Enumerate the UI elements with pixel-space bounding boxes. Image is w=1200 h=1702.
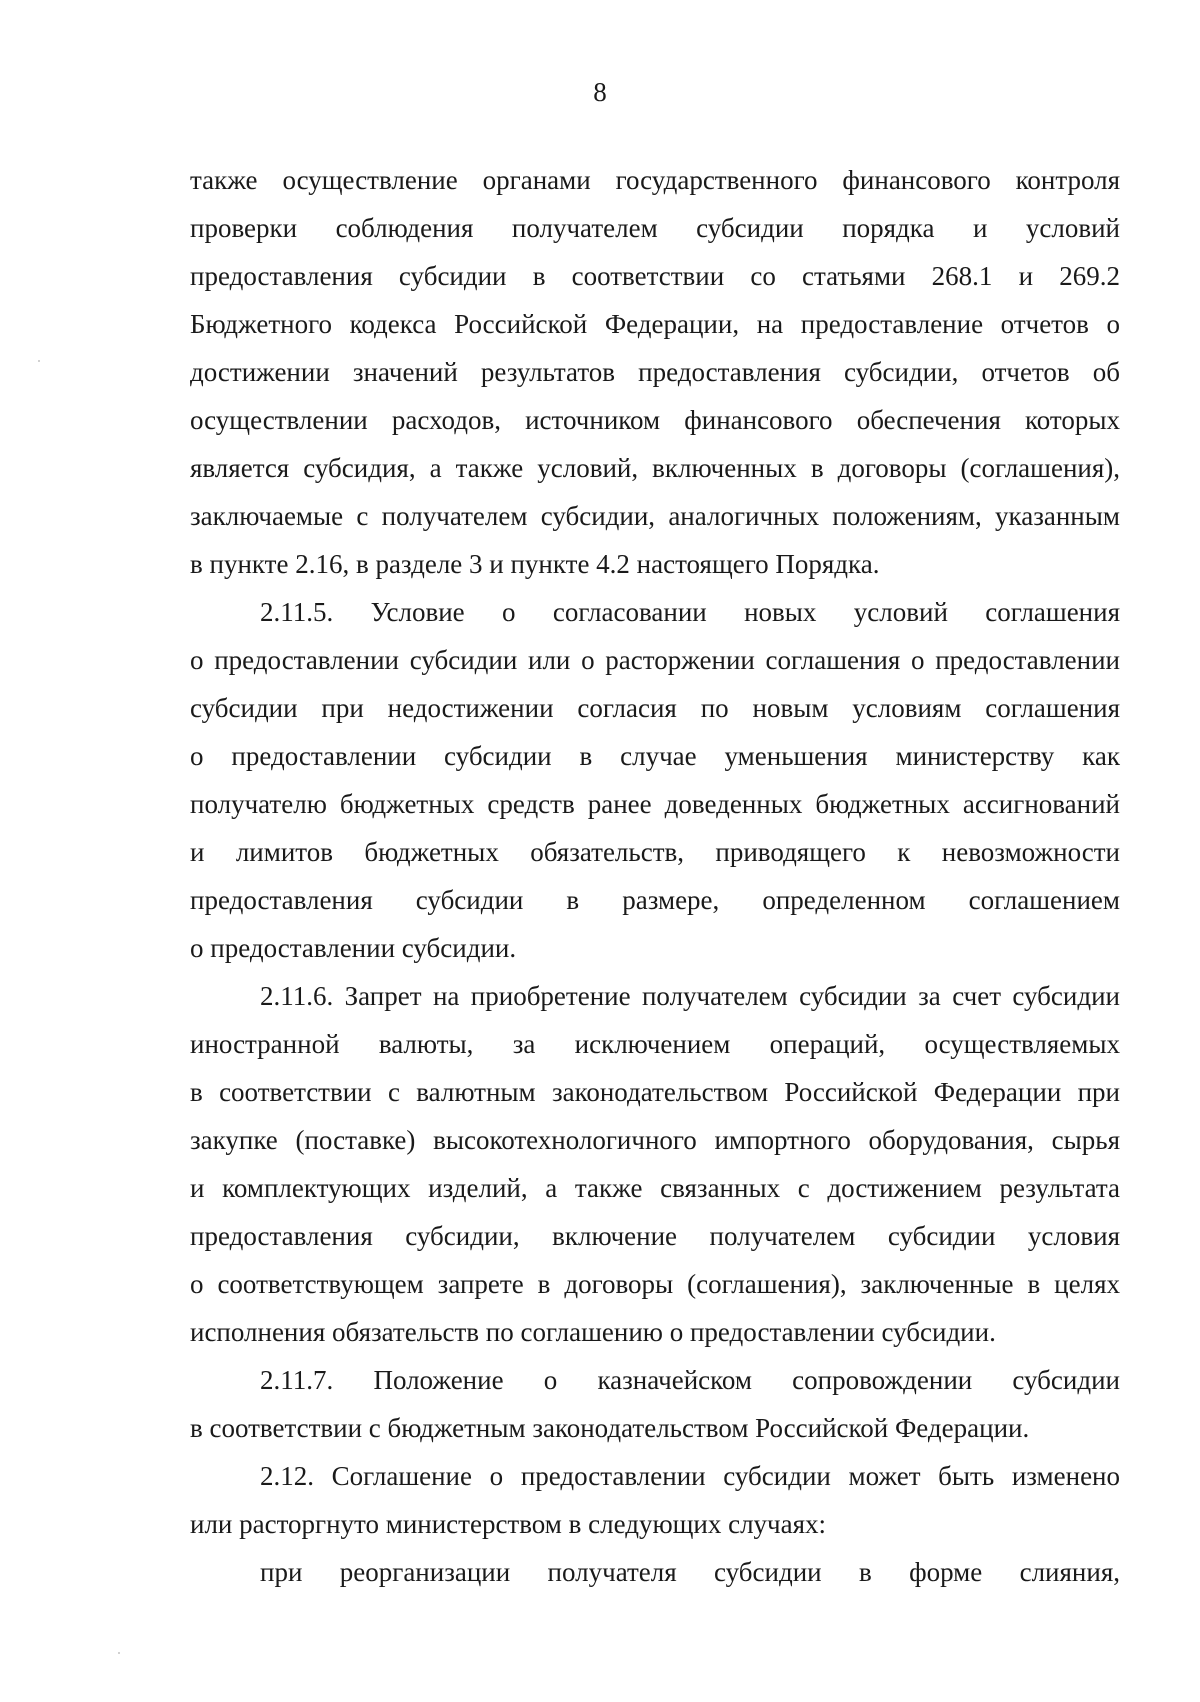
text-line: о предоставлении субсидии. xyxy=(190,933,517,963)
page-number: 8 xyxy=(593,77,607,107)
text-line: предоставления субсидии, включение получателем субсидии условия xyxy=(190,1221,1120,1251)
text-line: о соответствующем запрете в договоры (соглашения), заключенные в целях xyxy=(190,1269,1120,1299)
text-line: субсидии при недостижении согласия по новым условиям соглашения xyxy=(190,693,1120,723)
text-line: получателю бюджетных средств ранее доведенных бюджетных ассигнований xyxy=(190,789,1120,819)
text-line: 2.11.5. Условие о согласовании новых условий соглашения xyxy=(260,597,1120,627)
scan-speck xyxy=(38,360,40,362)
text-line: заключаемые с получателем субсидии, аналогичных положениям, указанным xyxy=(190,501,1120,531)
text-line: проверки соблюдения получателем субсидии порядка и условий xyxy=(190,213,1120,243)
text-line: осуществлении расходов, источником финансового обеспечения которых xyxy=(190,405,1120,435)
text-line: в соответствии с валютным законодательством Российской Федерации при xyxy=(190,1077,1120,1107)
text-line: предоставления субсидии в размере, определенном соглашением xyxy=(190,885,1120,915)
text-line: также осуществление органами государственного финансового контроля xyxy=(190,165,1120,195)
text-line: 2.11.6. Запрет на приобретение получателем субсидии за счет субсидии xyxy=(260,981,1120,1011)
text-line: Бюджетного кодекса Российской Федерации, на предоставление отчетов о xyxy=(190,309,1120,339)
document-body xyxy=(190,156,1120,1596)
text-line: является субсидия, а также условий, включенных в договоры (соглашения), xyxy=(190,453,1120,483)
text-line: в пункте 2.16, в разделе 3 и пункте 4.2 настоящего Порядка. xyxy=(190,549,880,579)
text-line: и комплектующих изделий, а также связанных с достижением результата xyxy=(190,1173,1120,1203)
text-line: при реорганизации получателя субсидии в форме слияния, xyxy=(260,1557,1120,1587)
text-line: о предоставлении субсидии или о расторжении соглашения о предоставлении xyxy=(190,645,1120,675)
text-line: о предоставлении субсидии в случае уменьшения министерству как xyxy=(190,741,1120,771)
text-line: в соответствии с бюджетным законодательством Российской Федерации. xyxy=(190,1413,1030,1443)
text-line: достижении значений результатов предоставления субсидии, отчетов об xyxy=(190,357,1120,387)
text-line: или расторгнуто министерством в следующих случаях: xyxy=(190,1509,827,1539)
text-line: предоставления субсидии в соответствии со статьями 268.1 и 269.2 xyxy=(190,261,1120,291)
text-line: 2.11.7. Положение о казначейском сопровождении субсидии xyxy=(260,1365,1120,1395)
text-line: 2.12. Соглашение о предоставлении субсидии может быть изменено xyxy=(260,1461,1120,1491)
text-line: и лимитов бюджетных обязательств, приводящего к невозможности xyxy=(190,837,1120,867)
scan-speck xyxy=(118,1652,120,1654)
text-line: закупке (поставке) высокотехнологичного импортного оборудования, сырья xyxy=(190,1125,1120,1155)
text-line: исполнения обязательств по соглашению о предоставлении субсидии. xyxy=(190,1317,996,1347)
text-line: иностранной валюты, за исключением операций, осуществляемых xyxy=(190,1029,1120,1059)
